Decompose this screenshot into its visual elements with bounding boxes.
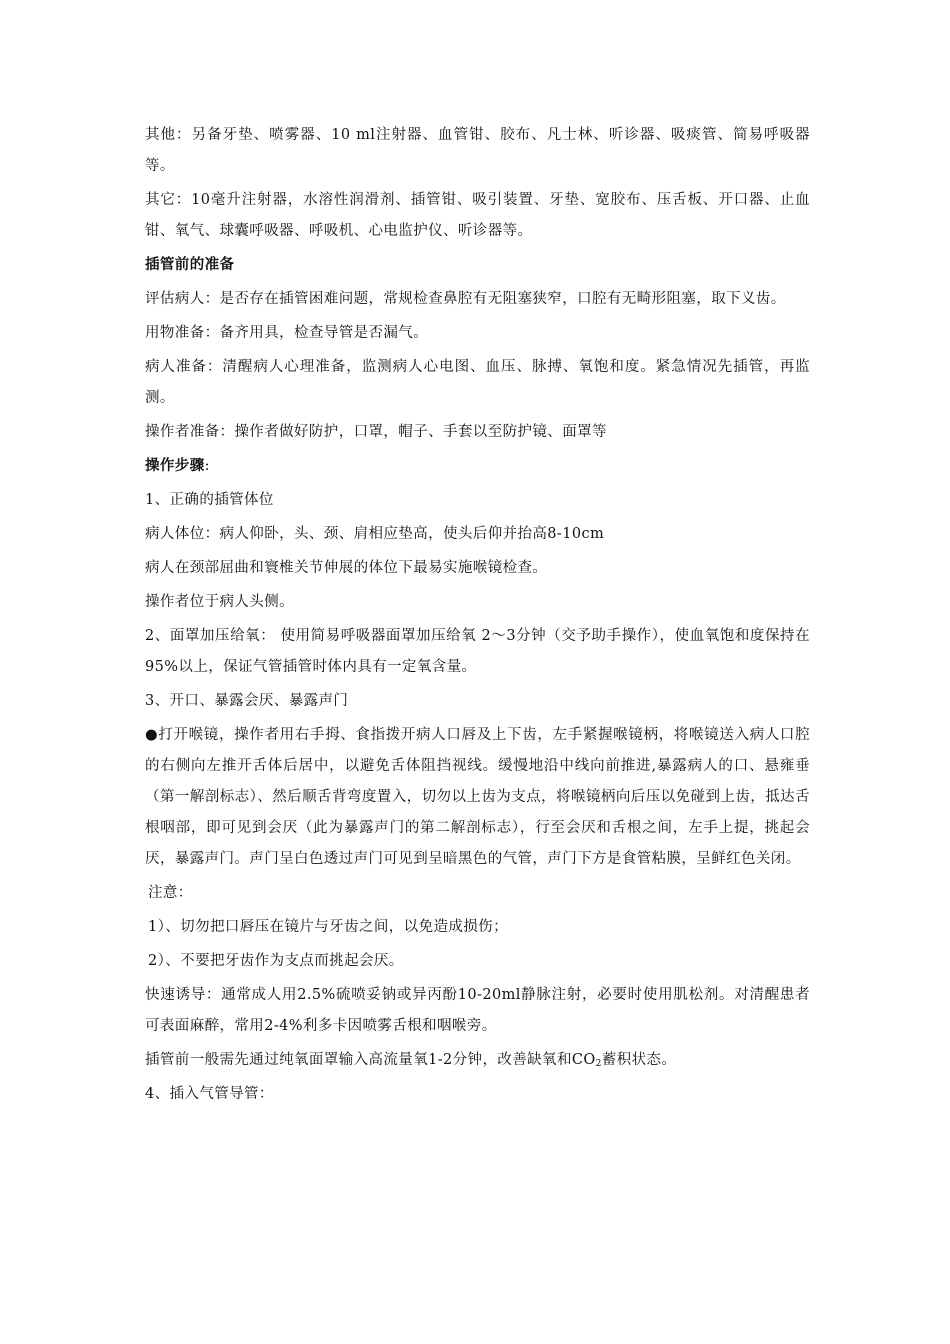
section-heading-steps-line (145, 451, 810, 482)
paragraph-rapid-induction: 快速诱导：通常成人用2.5%硫喷妥钠或异丙酚10-20ml静脉注射，必要时使用肌松剂。对清醒患者可表面麻醉，常用2-4%利多卡因喷雾舌根和咽喉旁。 (145, 987, 810, 1034)
paragraph-step-1: 1、正确的插管体位 (145, 492, 274, 508)
paragraph-step-3: 3、开口、暴露会厌、暴露声门 (145, 693, 349, 709)
preoxygenation-text-b: 蓄积状态。 (601, 1052, 677, 1068)
heading-colon: : (204, 458, 210, 474)
document-body (145, 120, 810, 1113)
paragraph-assess-patient: 评估病人：是否存在插管困难问题，常规检查鼻腔有无阻塞狭窄，口腔有无畸形阻塞，取下义齿。 (145, 291, 786, 307)
paragraph-step-2: 2、面罩加压给氧： 使用简易呼吸器面罩加压给氧 2～3分钟（交予助手操作），使血氧饱和度保持在95%以上，保证气管插管时体内具有一定氧含量。 (145, 628, 810, 675)
paragraph-other-equipment-alt: 其它：10毫升注射器，水溶性润滑剂、插管钳、吸引装置、牙垫、宽胶布、压舌板、开口器、止血钳、氧气、球囊呼吸器、呼吸机、心电监护仪、听诊器等。 (145, 192, 810, 239)
paragraph-preoxygenation (145, 1045, 810, 1076)
preoxygenation-text-a: 插管前一般需先通过纯氧面罩输入高流量氧1-2分钟，改善缺氧和CO (145, 1052, 596, 1068)
paragraph-laryngoscopy-position: 病人在颈部屈曲和寰椎关节伸展的体位下最易实施喉镜检查。 (145, 560, 548, 576)
paragraph-laryngoscope-procedure: ●打开喉镜，操作者用右手拇、食指拨开病人口唇及上下齿，左手紧握喉镜柄，将喉镜送入病人口腔的右侧向左推开舌体后居中，以避免舌体阻挡视线。缓慢地沿中线向前推进,暴露病人的口、悬雍垂（第一解剖标志）、然后顺舌背弯度置入，切勿以上齿为支点，将喉镜柄向后压以免碰到上齿，抵达舌根咽部，即可见到会厌（此为暴露声门的第二解剖标志），行至会厌和舌根之间，左手上提，挑起会厌，暴露声门。声门呈白色透过声门可见到呈暗黑色的气管，声门下方是食管粘膜，呈鲜红色关闭。 (145, 727, 810, 867)
section-heading-steps: 操作步骤 (145, 458, 205, 474)
paragraph-operator-prep: 操作者准备：操作者做好防护，口罩，帽子、手套以至防护镜、面罩等 (145, 424, 607, 440)
paragraph-caution-1: 1）、切勿把口唇压在镜片与牙齿之间，以免造成损伤； (148, 919, 508, 935)
paragraph-step-4: 4、插入气管导管： (145, 1086, 274, 1102)
paragraph-patient-position: 病人体位：病人仰卧，头、颈、肩相应垫高，使头后仰并抬高8-10cm (145, 526, 605, 542)
paragraph-caution-2: 2）、不要把牙齿作为支点而挑起会厌。 (148, 953, 404, 969)
paragraph-caution-title: 注意： (148, 885, 193, 901)
co2-subscript: 2 (595, 1059, 602, 1069)
paragraph-other-equipment: 其他：另备牙垫、喷雾器、10 ml注射器、血管钳、胶布、凡士林、听诊器、吸痰管、简易呼吸器等。 (145, 127, 810, 174)
paragraph-patient-prep: 病人准备：清醒病人心理准备，监测病人心电图、血压、脉搏、氧饱和度。紧急情况先插管，再监测。 (145, 359, 810, 406)
section-heading-preparation: 插管前的准备 (145, 257, 235, 273)
paragraph-operator-position: 操作者位于病人头侧。 (145, 594, 294, 610)
paragraph-supplies-prep: 用物准备：备齐用具，检查导管是否漏气。 (145, 325, 429, 341)
